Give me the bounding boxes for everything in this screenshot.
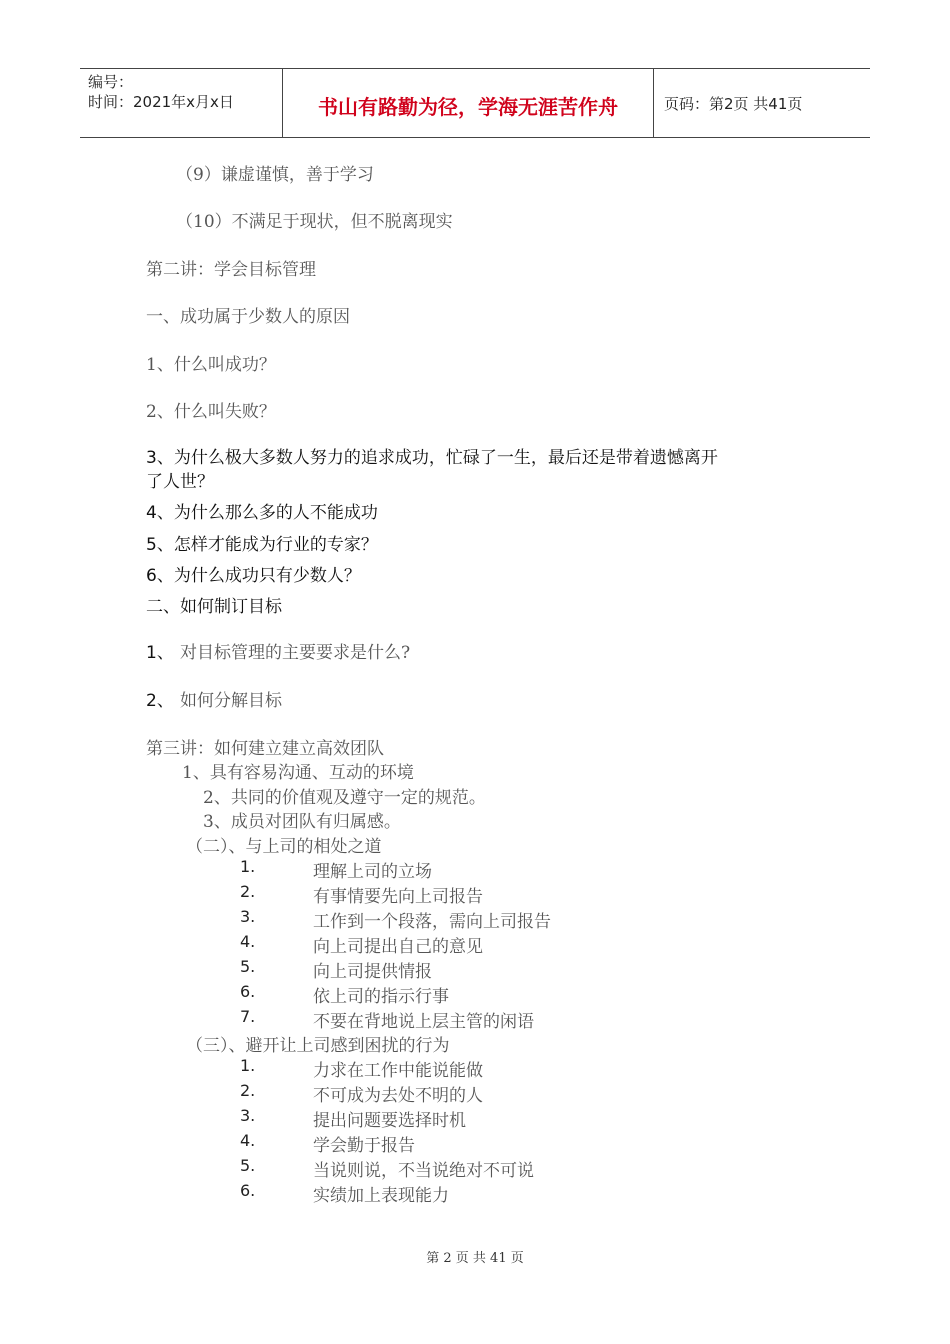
header-motto: 书山有路勤为径，学海无涯苦作舟	[318, 95, 618, 119]
list-item: 3、为什么极大多数人努力的追求成功，忙碌了一生，最后还是带着遗憾离开	[146, 448, 718, 468]
list-item-number: 3.	[240, 907, 256, 926]
list-item: 1、什么叫成功？	[146, 355, 276, 375]
subsection-heading: （二）、与上司的相处之道	[186, 837, 382, 857]
list-item-number: 7.	[240, 1007, 256, 1026]
list-item: 不要在背地说上层主管的闲语	[313, 1012, 534, 1032]
list-item-number: 4.	[240, 932, 256, 951]
list-item: 向上司提供情报	[313, 962, 432, 982]
list-item: 1、具有容易沟通、互动的环境	[182, 763, 414, 783]
list-item: 力求在工作中能说能做	[313, 1061, 483, 1081]
list-item: （10）不满足于现状，但不脱离现实	[176, 212, 453, 232]
section-heading: 第二讲：学会目标管理	[146, 260, 316, 280]
list-item: 对目标管理的主要要求是什么?	[180, 643, 411, 663]
list-item-number: 1.	[240, 1056, 256, 1075]
list-item-number: 5.	[240, 1156, 256, 1175]
header-right-cell	[654, 69, 870, 137]
list-item-continuation: 了人世？	[146, 472, 214, 492]
list-item: 提出问题要选择时机	[313, 1111, 466, 1131]
list-item: 如何分解目标	[180, 691, 282, 711]
list-item: 6、为什么成功只有少数人？	[146, 566, 361, 586]
list-item: 工作到一个段落，需向上司报告	[313, 912, 551, 932]
page-footer: 第 2 页 共 41 页	[426, 1251, 524, 1266]
header-table	[80, 68, 870, 138]
list-item-number: 6.	[240, 1181, 256, 1200]
list-item: 依上司的指示行事	[313, 987, 449, 1007]
list-item-number: 2.	[240, 1081, 256, 1100]
list-item-number: 6.	[240, 982, 256, 1001]
list-item: 当说则说，不当说绝对不可说	[313, 1161, 534, 1181]
header-page-label: 页码：第2页 共41页	[664, 95, 803, 113]
document-number-label: 编号：	[88, 73, 134, 91]
list-item: 实绩加上表现能力	[313, 1186, 449, 1206]
list-item-number: 2、	[146, 691, 174, 711]
list-item-number: 3.	[240, 1106, 256, 1125]
list-item-number: 1.	[240, 857, 256, 876]
list-item-number: 2.	[240, 882, 256, 901]
list-item-number: 1、	[146, 643, 174, 663]
list-item: 4、为什么那么多的人不能成功	[146, 503, 378, 523]
header-center-cell	[283, 69, 654, 137]
list-item: 学会勤于报告	[313, 1136, 415, 1156]
subsection-heading: 一、成功属于少数人的原因	[146, 307, 350, 327]
header-left-cell	[80, 69, 283, 137]
list-item: 向上司提出自己的意见	[313, 937, 483, 957]
list-item: 3、成员对团队有归属感。	[203, 812, 401, 832]
list-item: 理解上司的立场	[313, 862, 432, 882]
list-item: 2、共同的价值观及遵守一定的规范。	[203, 788, 486, 808]
list-item: 有事情要先向上司报告	[313, 887, 483, 907]
list-item-number: 5.	[240, 957, 256, 976]
list-item: 5、怎样才能成为行业的专家？	[146, 535, 378, 555]
list-item: （9）谦虚谨慎，善于学习	[176, 165, 374, 185]
subsection-heading: （三）、避开让上司感到困扰的行为	[186, 1036, 450, 1056]
subsection-heading: 二、如何制订目标	[146, 597, 282, 617]
document-time-label: 时间：2021年x月x日	[88, 93, 234, 111]
list-item-number: 4.	[240, 1131, 256, 1150]
list-item: 2、什么叫失败？	[146, 402, 276, 422]
list-item: 不可成为去处不明的人	[313, 1086, 483, 1106]
section-heading: 第三讲：如何建立建立高效团队	[146, 739, 384, 759]
